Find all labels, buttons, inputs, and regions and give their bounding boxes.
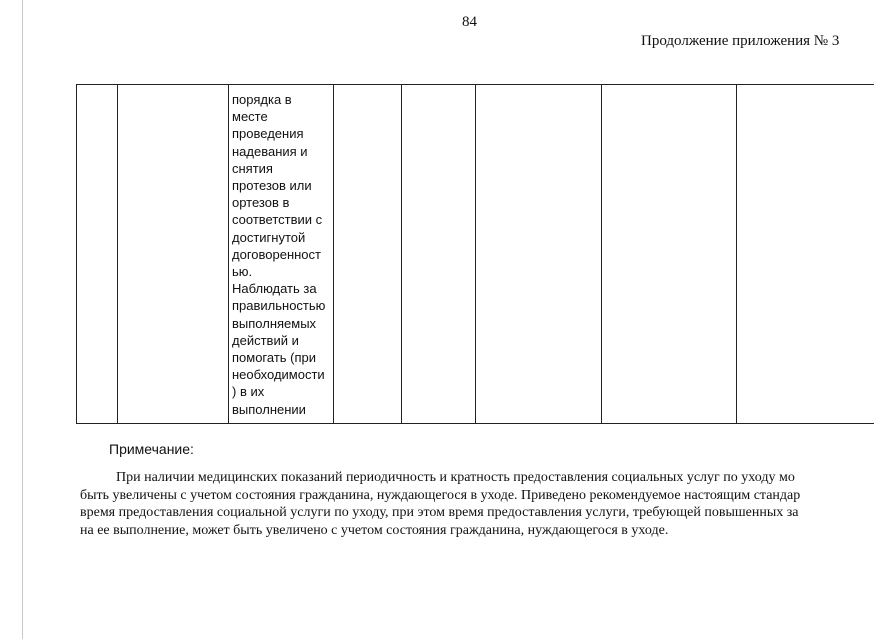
cell-line: снятия <box>232 160 273 176</box>
table-column-border <box>333 85 334 423</box>
cell-line: соответствии с <box>232 212 323 228</box>
table-column-border <box>475 85 476 423</box>
cell-line: Наблюдать за <box>232 281 317 297</box>
cell-line: необходимости <box>232 367 325 383</box>
cell-line: действий и <box>232 332 299 348</box>
page-margin-line <box>22 0 23 639</box>
cell-line: ью. <box>232 264 253 280</box>
cell-line: порядка в <box>232 92 292 107</box>
page-number: 84 <box>462 14 477 30</box>
cell-line: достигнутой <box>232 229 306 245</box>
cell-line: выполнении <box>232 401 306 417</box>
table-column-border <box>76 85 77 423</box>
cell-line: выполняемых <box>232 315 317 331</box>
note-paragraph <box>80 469 874 539</box>
table-cell-procedure-text <box>232 91 332 418</box>
table-column-border <box>228 85 229 423</box>
cell-line: правильностью <box>232 298 326 314</box>
table-column-border <box>601 85 602 423</box>
note-line: быть увеличены с учетом состояния гражданина, нуждающегося в уходе. Приведено рекомендуемое настоящим стандар <box>80 487 801 503</box>
cell-line: ортезов в <box>232 195 290 211</box>
cell-line: надевания и <box>232 143 308 159</box>
table-column-border <box>117 85 118 423</box>
appendix-continuation-label: Продолжение приложения № 3 <box>641 33 840 49</box>
cell-line: проведения <box>232 126 304 142</box>
note-line: При наличии медицинских показаний периодичность и кратность предоставления социальных услуг по уходу мо <box>116 470 795 485</box>
note-line: время предоставления социальной услуги по уходу, при этом время предоставления услуги, требующей повышенных за <box>80 505 799 520</box>
cell-line: месте <box>232 109 268 125</box>
cell-line: договоренност <box>232 246 321 262</box>
note-heading: Примечание: <box>109 441 194 457</box>
note-line: на ее выполнение, может быть увеличено с учетом состояния гражданина, нуждающегося в уходе. <box>80 522 669 538</box>
table-column-border <box>401 85 402 423</box>
cell-line: протезов или <box>232 178 312 194</box>
table <box>76 84 874 424</box>
table-column-border <box>736 85 737 423</box>
cell-line: помогать (при <box>232 350 317 366</box>
cell-line: ) в их <box>232 384 265 400</box>
